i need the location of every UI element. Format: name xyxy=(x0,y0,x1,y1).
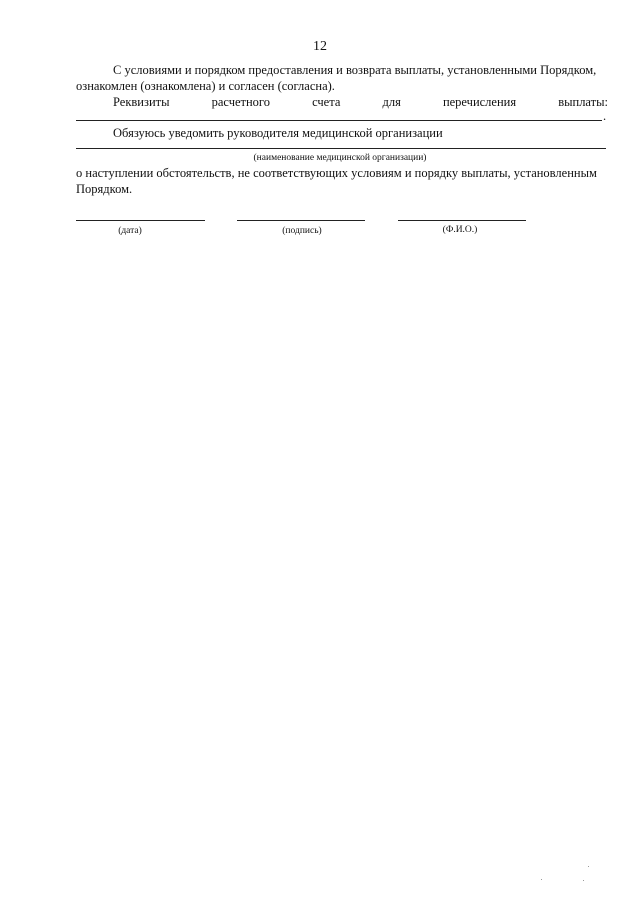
terms-line-1: С условиями и порядком предоставления и возврата выплаты, установленными Порядком, xyxy=(113,63,597,77)
requisites-word-5: перечисления xyxy=(442,95,517,109)
terms-line-2: ознакомлен (ознакомлена) и согласен (согласна). xyxy=(76,79,335,93)
organization-name-caption: (наименование медицинской организации) xyxy=(253,153,427,163)
signature-blank-line xyxy=(237,220,365,221)
account-details-blank-line xyxy=(76,120,602,121)
scan-speck xyxy=(588,866,589,867)
requisites-word-4: для xyxy=(382,95,401,109)
organization-name-blank-line xyxy=(76,148,606,149)
date-blank-line xyxy=(76,220,205,221)
obligation-line-1: Обязуюсь уведомить руководителя медицинской организации xyxy=(113,126,443,140)
account-details-end-mark: . xyxy=(603,109,607,123)
requisites-word-1: Реквизиты xyxy=(113,95,170,109)
requisites-line xyxy=(113,94,608,110)
obligation-line-2: о наступлении обстоятельств, не соответствующих условиям и порядку выплаты, установленным xyxy=(76,166,597,180)
requisites-word-2: расчетного xyxy=(211,95,270,109)
page-number: 12 xyxy=(313,39,327,54)
full-name-blank-line xyxy=(398,220,526,221)
requisites-word-3: счета xyxy=(312,95,341,109)
obligation-line-3: Порядком. xyxy=(76,182,133,196)
full-name-caption: (Ф.И.О.) xyxy=(442,225,478,235)
date-caption: (дата) xyxy=(118,226,142,236)
scan-speck xyxy=(541,879,542,880)
scan-speck xyxy=(583,880,584,881)
requisites-word-6: выплаты: xyxy=(558,95,608,109)
signature-caption: (подпись) xyxy=(282,226,322,236)
